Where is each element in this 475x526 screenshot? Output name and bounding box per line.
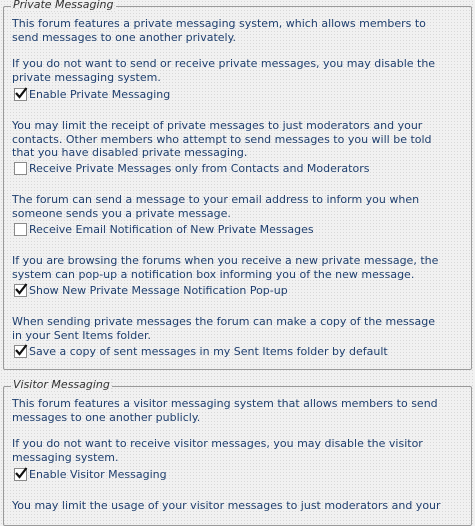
visitor-messaging-fieldset — [3, 378, 472, 526]
contacts-only-option[interactable] — [14, 161, 369, 175]
visitor-messaging-legend: Visitor Messaging — [13, 378, 110, 391]
email-notification-checkbox[interactable] — [14, 223, 27, 236]
private-messaging-legend: Private Messaging — [13, 0, 114, 11]
enable-visitor-messaging-option[interactable] — [14, 467, 167, 481]
pm-popup-text: If you are browsing the forums when you receive a new private message, the system can pop-up a notification box informing you of the new message. — [12, 254, 439, 281]
pm-disable-text: If you do not want to send or receive private messages, you may disable the private messaging system. — [12, 57, 436, 84]
contacts-only-checkbox[interactable] — [14, 162, 27, 175]
enable-private-messaging-label: Enable Private Messaging — [29, 87, 171, 101]
popup-notification-label: Show New Private Message Notification Pop-up — [29, 283, 288, 297]
pm-email-text: The forum can send a message to your email address to inform you when someone sends you a private message. — [12, 193, 420, 220]
save-copy-option[interactable] — [14, 344, 388, 358]
enable-private-messaging-option[interactable] — [14, 87, 170, 101]
checkmark-icon — [14, 343, 28, 357]
private-messaging-fieldset — [3, 0, 472, 370]
enable-visitor-messaging-checkbox[interactable] — [14, 468, 27, 481]
enable-visitor-messaging-label: Enable Visitor Messaging — [29, 467, 167, 481]
save-copy-checkbox[interactable] — [14, 345, 27, 358]
pm-intro-text: This forum features a private messaging system, which allows members to send messages to one another privately. — [12, 17, 426, 44]
vm-limit-text: You may limit the usage of your visitor messages to just moderators and your — [12, 499, 441, 512]
email-notification-option[interactable] — [14, 222, 314, 236]
checkmark-icon — [14, 466, 28, 480]
enable-private-messaging-checkbox[interactable] — [14, 88, 27, 101]
checkmark-icon — [14, 282, 28, 296]
pm-limit-text: You may limit the receipt of private messages to just moderators and your contacts. Other members who attempt to send messages to you will be told that you have disabled private messaging. — [12, 119, 432, 159]
pm-copy-text: When sending private messages the forum can make a copy of the message in your Sent Items folder. — [12, 315, 435, 342]
checkmark-icon — [14, 86, 28, 100]
email-notification-label: Receive Email Notification of New Private Messages — [29, 222, 314, 236]
save-copy-label: Save a copy of sent messages in my Sent Items folder by default — [29, 344, 388, 358]
vm-intro-text: This forum features a visitor messaging system that allows members to send messages to one another publicly. — [12, 397, 438, 424]
contacts-only-label: Receive Private Messages only from Contacts and Moderators — [29, 161, 370, 175]
vm-disable-text: If you do not want to receive visitor messages, you may disable the visitor messaging system. — [12, 437, 423, 464]
popup-notification-option[interactable] — [14, 283, 288, 297]
popup-notification-checkbox[interactable] — [14, 284, 27, 297]
